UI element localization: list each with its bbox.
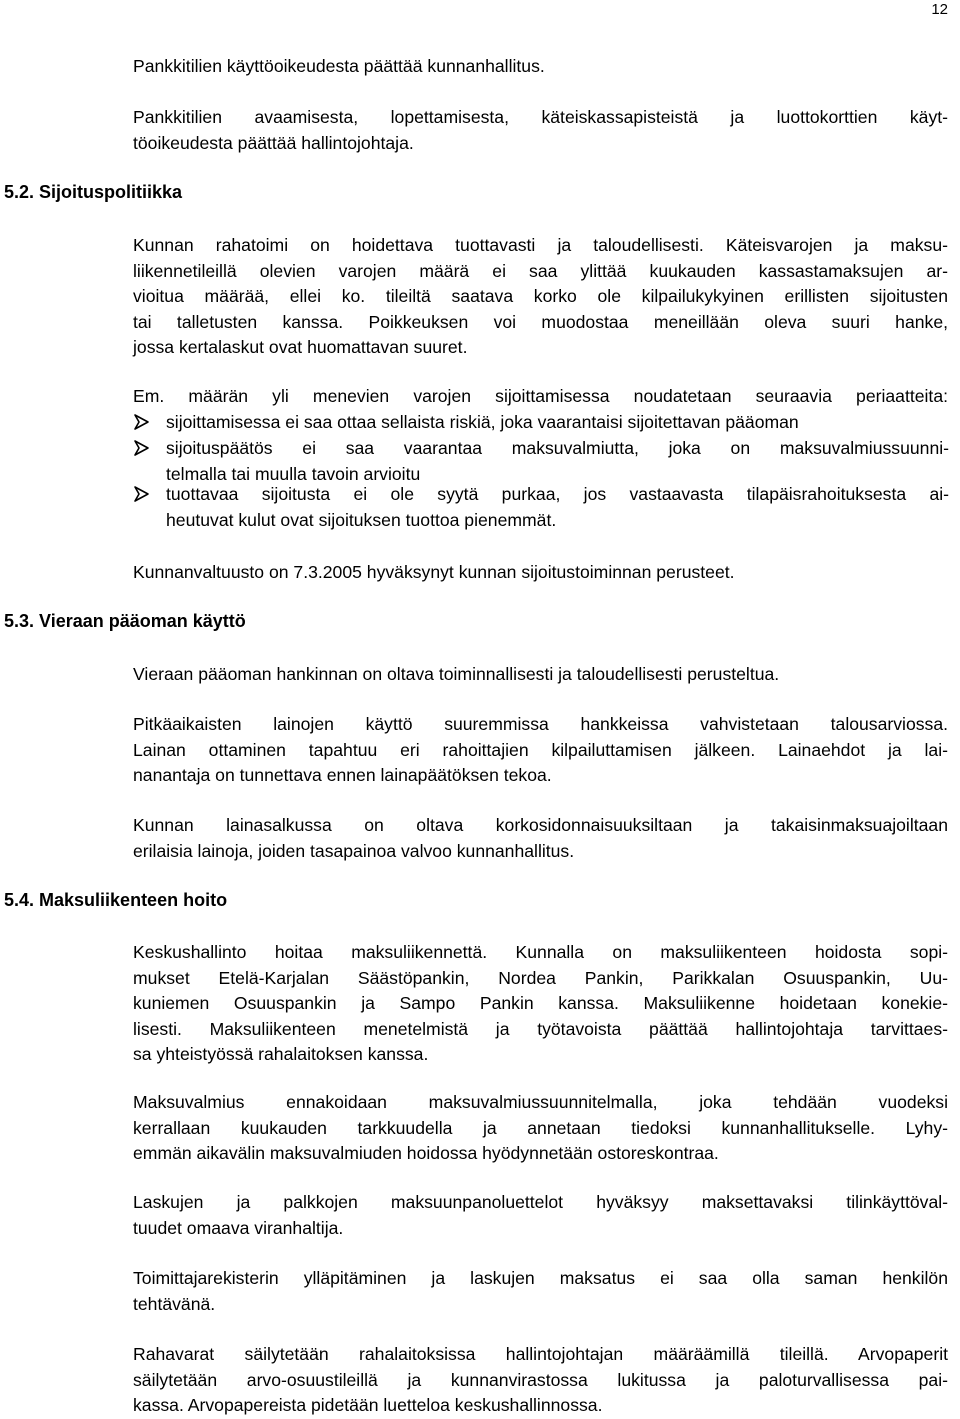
- arrow-bullet-icon: [133, 484, 151, 504]
- text-line: kerrallaan kuukauden tarkkuudella ja annetaan tiedoksi kunnanhallitukselle. Lyhy-: [133, 1117, 948, 1138]
- text-line: mukset Etelä-Karjalan Säästöpankin, Nordea Pankin, Parikkalan Osuuspankin, Uu-: [133, 967, 948, 988]
- arrow-bullet-icon: [133, 438, 151, 458]
- text-line: jossa kertalaskut ovat huomattavan suuret.: [133, 337, 468, 357]
- text-line: sa yhteistyössä rahalaitoksen kanssa.: [133, 1044, 429, 1064]
- text-line: Pankkitilien avaamisesta, lopettamisesta, käteiskassapisteistä ja luottokorttien käyt-: [133, 107, 948, 127]
- text-line: töoikeudesta päättää hallintojohtaja.: [133, 132, 414, 153]
- text-line: nanantaja on tunnettava ennen lainapäätöksen tekoa.: [133, 765, 552, 785]
- text-line: emmän aikavälin maksuvalmiuden hoidossa hyödynnetään ostoreskontraa.: [133, 1143, 719, 1163]
- text-line: Kunnan lainasalkussa on oltava korkosidonnaisuuksiltaan ja takaisinmaksuajoiltaan: [133, 815, 948, 835]
- paragraph-treasury: [133, 233, 948, 361]
- text-line: Toimittajarekisterin ylläpitäminen ja laskujen maksatus ei saa olla saman henkilön: [133, 1268, 948, 1288]
- paragraph-liquidity: [133, 1090, 948, 1167]
- bullet-text: sijoittamisessa ei saa ottaa sellaista riskiä, joka vaarantaisi sijoitettavan pääoman: [166, 412, 799, 432]
- text-line: kassa. Arvopapereista pidetään luetteloa keskushallinnossa.: [133, 1395, 603, 1415]
- bullet-text: sijoituspäätös ei saa vaarantaa maksuvalmiutta, joka on maksuvalmiussuunni-: [166, 438, 949, 458]
- text-line: Pitkäaikaisten lainojen käyttö suuremmissa hankkeissa vahvistetaan talousarviossa.: [133, 714, 948, 734]
- text-line: Lainan ottaminen tapahtuu eri rahoittajien kilpailuttamisen jälkeen. Lainaehdot ja lai-: [133, 739, 948, 760]
- paragraph-bank-operations: [133, 105, 948, 156]
- bullet-text: telmalla tai muulla tavoin arvioitu: [166, 463, 421, 484]
- text-line: tai talletusten kanssa. Poikkeuksen voi muodostaa meneillään oleva suuri hanke,: [133, 311, 948, 332]
- paragraph-long-term-loans: [133, 712, 948, 789]
- paragraph-principles-intro: [133, 384, 948, 410]
- text-line: säilytetään arvo-osuustileillä ja kunnanvirastossa lukitussa ja paloturvallisessa pai-: [133, 1369, 948, 1390]
- bullet-text: heutuvat kulut ovat sijoituksen tuottoa pienemmät.: [166, 509, 557, 530]
- text-line: vioitua määrää, ellei ko. tileiltä saatava korko ole kilpailukykyinen erillisten sijoitusten: [133, 286, 948, 306]
- paragraph-invoice-approval: [133, 1190, 948, 1241]
- text-line: tehtävänä.: [133, 1293, 216, 1314]
- paragraph-council-decision: [133, 560, 948, 586]
- paragraph-bank-accounts: [133, 54, 948, 80]
- paragraph-payment-traffic: [133, 940, 948, 1068]
- text-line: Kunnan rahatoimi on hoidettava tuottavasti ja taloudellisesti. Käteisvarojen ja maksu-: [133, 235, 948, 255]
- arrow-bullet-icon: [133, 412, 151, 432]
- text-line: Pankkitilien käyttöoikeudesta päättää kunnanhallitus.: [133, 56, 545, 76]
- text-line: kuniemen Osuuspankin ja Sampo Pankin kanssa. Maksuliikenne hoidetaan konekie-: [133, 993, 948, 1013]
- text-line: Maksuvalmius ennakoidaan maksuvalmiussuunnitelmalla, joka tehdään vuodeksi: [133, 1092, 948, 1112]
- text-line: tuudet omaava viranhaltija.: [133, 1217, 344, 1238]
- section-heading-5-4: 5.4. Maksuliikenteen hoito: [4, 890, 228, 910]
- text-line: liikennetileillä olevien varojen määrä ei saa ylittää kuukauden kassastamaksujen ar-: [133, 260, 948, 281]
- paragraph-cash-storage: [133, 1342, 948, 1419]
- paragraph-debt-capital: [133, 662, 948, 688]
- text-line: erilaisia lainoja, joiden tasapainoa valvoo kunnanhallitus.: [133, 840, 575, 861]
- text-line: Rahavarat säilytetään rahalaitoksissa hallintojohtajan määräämillä tileillä. Arvopaperit: [133, 1344, 948, 1364]
- section-heading-5-2: 5.2. Sijoituspolitiikka: [4, 182, 183, 202]
- page-number: 12: [931, 1, 948, 18]
- bullet-text: tuottavaa sijoitusta ei ole syytä purkaa, jos vastaavasta tilapäisrahoituksesta ai-: [166, 484, 949, 504]
- text-line: Vieraan pääoman hankinnan on oltava toiminnallisesti ja taloudellisesti perusteltua.: [133, 664, 780, 684]
- text-line: Laskujen ja palkkojen maksuunpanoluettelot hyväksyy maksettavaksi tilinkäyttöval-: [133, 1192, 948, 1212]
- section-heading-5-3: 5.3. Vieraan pääoman käyttö: [4, 611, 246, 631]
- paragraph-loan-portfolio: [133, 813, 948, 864]
- text-line: lisesti. Maksuliikenteen menetelmistä ja työtavoista päättää hallintojohtaja tarvittaes-: [133, 1018, 948, 1039]
- text-line: Kunnanvaltuusto on 7.3.2005 hyväksynyt kunnan sijoitustoiminnan perusteet.: [133, 562, 735, 582]
- paragraph-supplier-register: [133, 1266, 948, 1317]
- text-line: Em. määrän yli menevien varojen sijoittamisessa noudatetaan seuraavia periaatteita:: [133, 386, 948, 406]
- text-line: Keskushallinto hoitaa maksuliikennettä. Kunnalla on maksuliikenteen hoidosta sopi-: [133, 942, 948, 962]
